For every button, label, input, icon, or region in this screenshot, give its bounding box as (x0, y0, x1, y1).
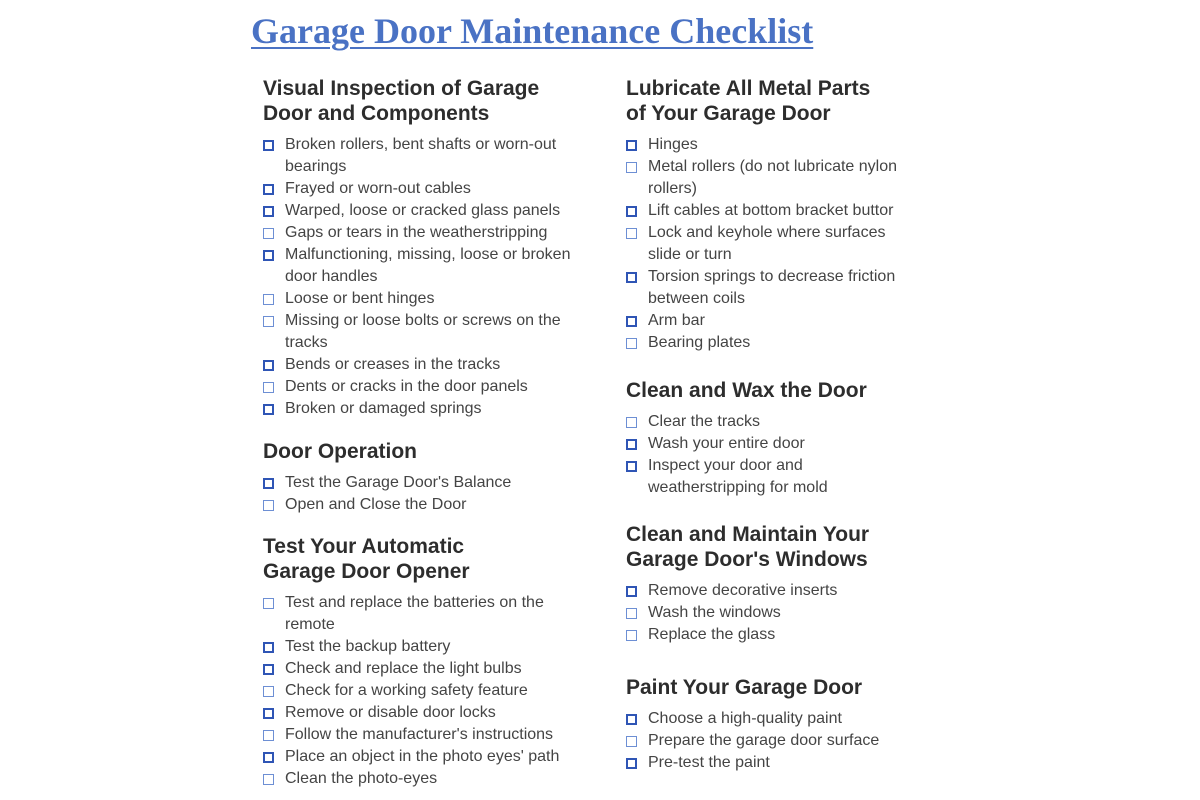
checklist-item (626, 200, 916, 222)
checklist-item (263, 724, 593, 746)
checkbox[interactable] (263, 294, 274, 305)
checklist (263, 472, 593, 516)
checkbox[interactable] (626, 608, 637, 619)
checkbox[interactable] (263, 250, 274, 261)
checklist-item-label: Clear the tracks (648, 413, 761, 430)
checklist-item-label: Arm bar (648, 312, 705, 329)
checklist-item (263, 354, 593, 376)
checklist-item (626, 624, 916, 646)
section-heading: Visual Inspection of Garage Door and Components (263, 77, 540, 125)
checklist-item (626, 411, 916, 433)
checklist-item-label: Pre-test the paint (648, 754, 770, 771)
section-heading: Test Your Automatic Garage Door Opener (263, 535, 470, 583)
checklist-item (263, 310, 593, 354)
checklist-item-label: Wash your entire door (648, 435, 805, 452)
checklist-item (263, 134, 593, 178)
checkbox[interactable] (626, 758, 637, 769)
checklist-item (626, 134, 916, 156)
checkbox[interactable] (263, 184, 274, 195)
checkbox[interactable] (263, 382, 274, 393)
checklist-item-label: Test the backup battery (285, 638, 451, 655)
checklist-item (263, 398, 593, 420)
checklist-item (263, 658, 593, 680)
checklist-item-label: Open and Close the Door (285, 496, 467, 513)
checklist-item-label: Hinges (648, 136, 698, 153)
checklist-item (263, 592, 593, 636)
checklist-item (626, 222, 916, 266)
checklist-item (263, 702, 593, 724)
checkbox[interactable] (263, 500, 274, 511)
checklist-item-label: Warped, loose or cracked glass panels (285, 202, 561, 219)
checklist-item-label: Choose a high-quality paint (648, 710, 842, 727)
checkbox[interactable] (626, 272, 637, 283)
checklist-item-label: Test and replace the batteries on the remote (285, 594, 544, 633)
checklist-item (626, 266, 916, 310)
checkbox[interactable] (263, 316, 274, 327)
checklist-item-label: Check for a working safety feature (285, 682, 528, 699)
checklist (626, 134, 916, 354)
checklist-item (626, 752, 916, 774)
checklist-item (263, 376, 593, 398)
checklist (626, 708, 916, 774)
checklist-item (626, 433, 916, 455)
checkbox[interactable] (626, 417, 637, 428)
section-visual-inspection (263, 76, 593, 420)
checklist-item-label: Broken rollers, bent shafts or worn-out bearings (285, 136, 557, 175)
checkbox[interactable] (263, 598, 274, 609)
checkbox[interactable] (263, 752, 274, 763)
checkbox[interactable] (263, 404, 274, 415)
checklist-item (626, 332, 916, 354)
checkbox[interactable] (263, 140, 274, 151)
checklist-item (263, 746, 593, 768)
checklist-item-label: Remove decorative inserts (648, 582, 838, 599)
checklist-item-label: Remove or disable door locks (285, 704, 496, 721)
checklist-item-label: Bends or creases in the tracks (285, 356, 501, 373)
checklist-item (263, 178, 593, 200)
checklist-item-label: Prepare the garage door surface (648, 732, 880, 749)
checkbox[interactable] (626, 630, 637, 641)
checklist-item-label: Torsion springs to decrease friction between coils (648, 268, 896, 307)
checklist-item (263, 200, 593, 222)
checklist-item (626, 156, 916, 200)
checkbox[interactable] (263, 774, 274, 785)
checkbox[interactable] (626, 140, 637, 151)
checkbox[interactable] (626, 736, 637, 747)
checklist (263, 134, 593, 420)
checklist-item-label: Replace the glass (648, 626, 776, 643)
checklist-item (263, 768, 593, 790)
checklist (626, 580, 916, 646)
checklist-item (263, 472, 593, 494)
checkbox[interactable] (263, 642, 274, 653)
checklist-item (263, 244, 593, 288)
checklist-item-label: Check and replace the light bulbs (285, 660, 522, 677)
checklist-item-label: Missing or loose bolts or screws on the tracks (285, 312, 561, 351)
checkbox[interactable] (626, 586, 637, 597)
checklist-item-label: Wash the windows (648, 604, 781, 621)
checkbox[interactable] (263, 478, 274, 489)
checklist-item-label: Bearing plates (648, 334, 751, 351)
checkbox[interactable] (263, 664, 274, 675)
section-windows (626, 522, 916, 646)
section-clean-wax (626, 378, 916, 499)
checklist-item-label: Clean the photo-eyes (285, 770, 438, 787)
section-paint (626, 675, 916, 774)
checkbox[interactable] (263, 360, 274, 371)
section-heading: Clean and Wax the Door (626, 379, 867, 402)
section-heading: Door Operation (263, 440, 418, 463)
checkbox[interactable] (626, 162, 637, 173)
checkbox[interactable] (626, 714, 637, 725)
checklist-item (626, 730, 916, 752)
checklist (626, 411, 916, 499)
checklist-item-label: Inspect your door and weatherstripping for mold (648, 457, 828, 496)
checklist-item (263, 288, 593, 310)
checklist-item-label: Loose or bent hinges (285, 290, 435, 307)
checkbox[interactable] (626, 338, 637, 349)
checkbox[interactable] (263, 708, 274, 719)
checklist-item-label: Follow the manufacturer's instructions (285, 726, 554, 743)
checkbox[interactable] (626, 206, 637, 217)
checkbox[interactable] (626, 228, 637, 239)
checkbox[interactable] (626, 316, 637, 327)
section-heading: Lubricate All Metal Parts of Your Garage Door (626, 77, 871, 125)
checklist-item (626, 310, 916, 332)
checklist-item-label: Lift cables at bottom bracket buttor (648, 202, 894, 219)
checklist-item-label: Broken or damaged springs (285, 400, 482, 417)
section-door-operation (263, 439, 593, 516)
document-title: Garage Door Maintenance Checklist (251, 11, 814, 51)
checklist-item-label: Test the Garage Door's Balance (285, 474, 512, 491)
checkbox[interactable] (626, 461, 637, 472)
section-lubricate (626, 76, 916, 354)
section-heading: Paint Your Garage Door (626, 676, 863, 699)
checkbox[interactable] (263, 730, 274, 741)
checklist-item (263, 636, 593, 658)
checklist-item (626, 602, 916, 624)
checklist-item (263, 222, 593, 244)
checklist-item-label: Metal rollers (do not lubricate nylon rollers) (648, 158, 898, 197)
checklist-item (263, 680, 593, 702)
checklist (263, 592, 593, 790)
checklist-item-label: Lock and keyhole where surfaces slide or turn (648, 224, 886, 263)
checkbox[interactable] (263, 686, 274, 697)
checklist-item-label: Frayed or worn-out cables (285, 180, 471, 197)
checkbox[interactable] (626, 439, 637, 450)
checklist-item-label: Malfunctioning, missing, loose or broken door handles (285, 246, 571, 285)
checklist-item-label: Dents or cracks in the door panels (285, 378, 528, 395)
checklist-item (626, 455, 916, 499)
checklist-item-label: Place an object in the photo eyes' path (285, 748, 560, 765)
checklist-item (626, 708, 916, 730)
checkbox[interactable] (263, 206, 274, 217)
checkbox[interactable] (263, 228, 274, 239)
checklist-item (263, 494, 593, 516)
checklist-item-label: Gaps or tears in the weatherstripping (285, 224, 548, 241)
section-heading: Clean and Maintain Your Garage Door's Windows (626, 523, 870, 571)
checklist-item (626, 580, 916, 602)
section-test-opener (263, 534, 593, 790)
